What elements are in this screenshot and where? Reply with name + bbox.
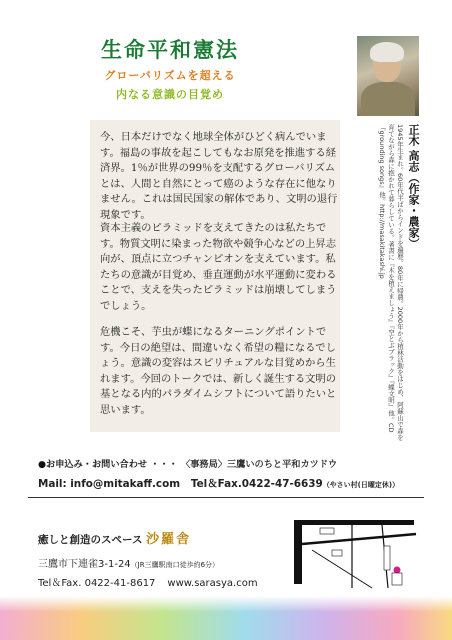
- venue-url[interactable]: www.sarasya.com: [167, 578, 258, 589]
- venue-contact-line: [38, 574, 258, 589]
- contact-heading: [38, 456, 418, 470]
- event-title: 生命平和憲法: [101, 37, 239, 62]
- contact-tel: Tel＆Fax.0422-47-6639: [190, 478, 323, 490]
- event-subtitle-line1: グローバリズムを超える: [104, 69, 236, 82]
- contact-tel-note: （やさい村(日曜定休)）: [322, 481, 400, 489]
- venue-tel: Tel＆Fax. 0422-41-8617: [38, 578, 156, 589]
- contact-mail[interactable]: Mail: info@mitakaff.com: [38, 478, 181, 490]
- access-map: [292, 510, 418, 590]
- message-paragraph-2: 資本主義のピラミッドを支えてきたのは私たちです。物質文明に染まった物欲や競争心などの上昇志向が、頂点に立つチャンピオンを支えています。私たちの意識が目覚め、垂直運動が水平運動に変わることで、支えを失ったピラミッドは崩壊してしまうでしょう。: [100, 222, 337, 312]
- venue-name: 沙羅舎: [146, 532, 192, 547]
- venue-address: 三鷹市下連雀3-1-24: [38, 559, 131, 570]
- venue-tagline: 癒しと創造のスペース: [38, 534, 147, 546]
- contact-label: お申込み・お問い合わせ ・・・: [46, 459, 182, 470]
- speaker-bio: 1945年生まれ。60年代半ばからインドを遍歴。80年に帰農。2000年から植林活動をはじめ、阿蘇山で森を育てながら森に抱かれて暮らしている。著書に『木を植えましょう』『空とぶブラック』『蝶文明』他。CD『grounding songs』他。http://masakitakashi.jp: [378, 124, 404, 441]
- speaker-name: 正木 高志（作家・農家）: [407, 124, 420, 249]
- venue-address-note: （JR三鷹駅南口徒歩約6分）: [130, 561, 220, 569]
- divider: [28, 497, 424, 498]
- contact-details: [38, 475, 428, 490]
- venue-heading: [38, 528, 191, 547]
- message-paragraph-3: 危機こそ、芋虫が蝶になるターニングポイントです。今日の絶望は、間違いなく希望の糧になるでしょう。意識の変容はスピリチュアルな目覚めから生れます。今回のトークでは、新しく誕生する文明の基となる内的パラダイムシフトについて語りたいと思います。: [100, 326, 337, 416]
- speaker-photo: [357, 36, 419, 116]
- venue-address-line: [38, 555, 219, 570]
- bullet-icon: ●: [38, 459, 47, 470]
- event-subtitle-line2: 内なる意識の目覚め: [116, 88, 224, 101]
- contact-office: 〈事務局〉三鷹いのちと平和カツドウ: [181, 459, 338, 470]
- message-paragraph-1: 今、日本だけでなく地球全体がひどく病んでいます。福島の事故を起こしてもなお原発を推進する経済界。1％が世界の99％を支配するグローバリズムとは、人間と自然にとって癌のような存在に他なりません。これは国民国家の解体であり、文明の退行現象です。: [100, 131, 338, 221]
